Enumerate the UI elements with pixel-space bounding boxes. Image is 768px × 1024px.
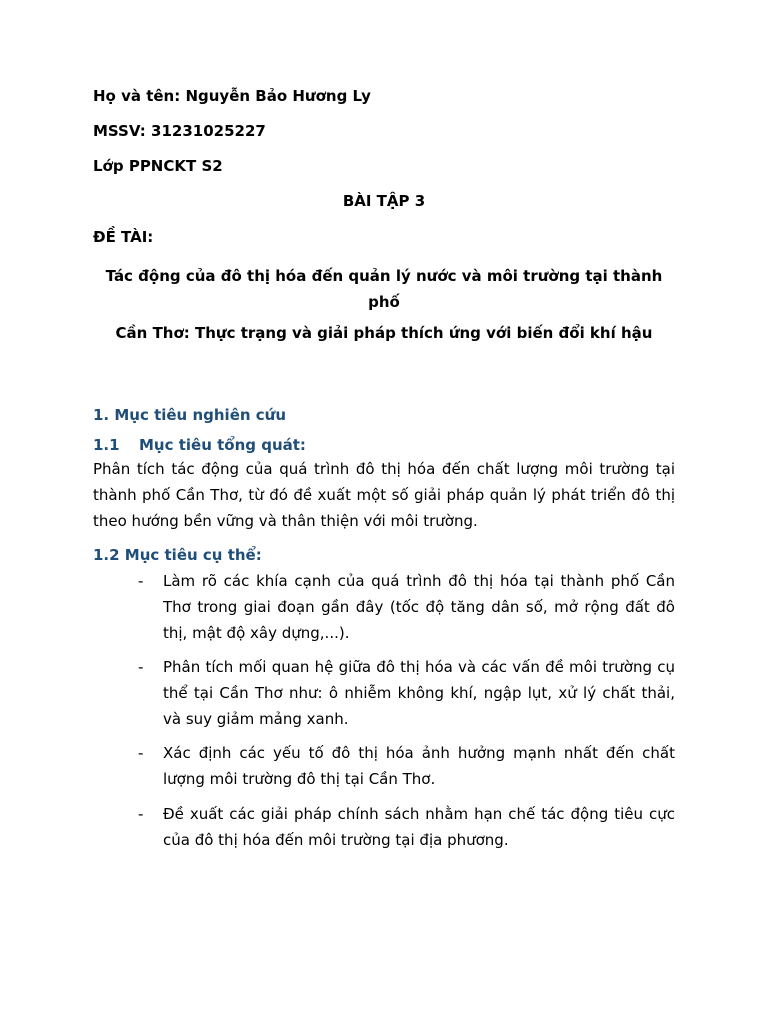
list-item-text: Làm rõ các khía cạnh của quá trình đô thị hóa tại thành phố Cần Thơ trong giai đoạn gần đây (tốc độ tăng dân số, mở rộng đất đô thị, mật độ xây dựng,...). — [163, 572, 675, 642]
student-id: MSSV: 31231025227 — [93, 122, 266, 140]
bullet-marker: - — [138, 658, 144, 676]
list-item — [93, 654, 675, 732]
general-objective-paragraph: Phân tích tác động của quá trình đô thị hóa đến chất lượng môi trường tại thành phố Cần Thơ, từ đó đề xuất một số giải pháp quản lý phát triển đô thị theo hướng bền vững và thân thiện với môi trường. — [93, 460, 675, 530]
topic-title-line1: Tác động của đô thị hóa đến quản lý nước và môi trường tại thành phố — [105, 267, 663, 311]
list-item — [93, 801, 675, 853]
topic-label: ĐỀ TÀI: — [93, 228, 154, 246]
bullet-marker: - — [138, 805, 144, 823]
subsection-heading-general — [93, 436, 306, 454]
bullet-marker: - — [138, 744, 144, 762]
list-item-text: Phân tích mối quan hệ giữa đô thị hóa và các vấn đề môi trường cụ thể tại Cần Thơ như: ô nhiễm không khí, ngập lụt, xử lý chất thải, và suy giảm mảng xanh. — [163, 658, 675, 728]
student-name: Họ và tên: Nguyễn Bảo Hương Ly — [93, 87, 371, 105]
subsection-number: 1.1 — [93, 436, 120, 454]
subsection-title: Mục tiêu tổng quát: — [139, 436, 306, 454]
list-item — [93, 568, 675, 646]
topic-title-line2: Cần Thơ: Thực trạng và giải pháp thích ứng với biến đổi khí hậu — [115, 324, 653, 342]
bullet-marker: - — [138, 572, 144, 590]
class-name: Lớp PPNCKT S2 — [93, 157, 223, 175]
assignment-title: BÀI TẬP 3 — [342, 192, 426, 210]
list-item-text: Xác định các yếu tố đô thị hóa ảnh hưởng mạnh nhất đến chất lượng môi trường đô thị tại Cần Thơ. — [163, 744, 675, 788]
list-item-text: Đề xuất các giải pháp chính sách nhằm hạn chế tác động tiêu cực của đô thị hóa đến môi trường tại địa phương. — [163, 805, 675, 849]
list-item — [93, 740, 675, 792]
section-heading: 1. Mục tiêu nghiên cứu — [93, 406, 287, 424]
subsection-heading-specific: 1.2 Mục tiêu cụ thể: — [93, 546, 262, 564]
